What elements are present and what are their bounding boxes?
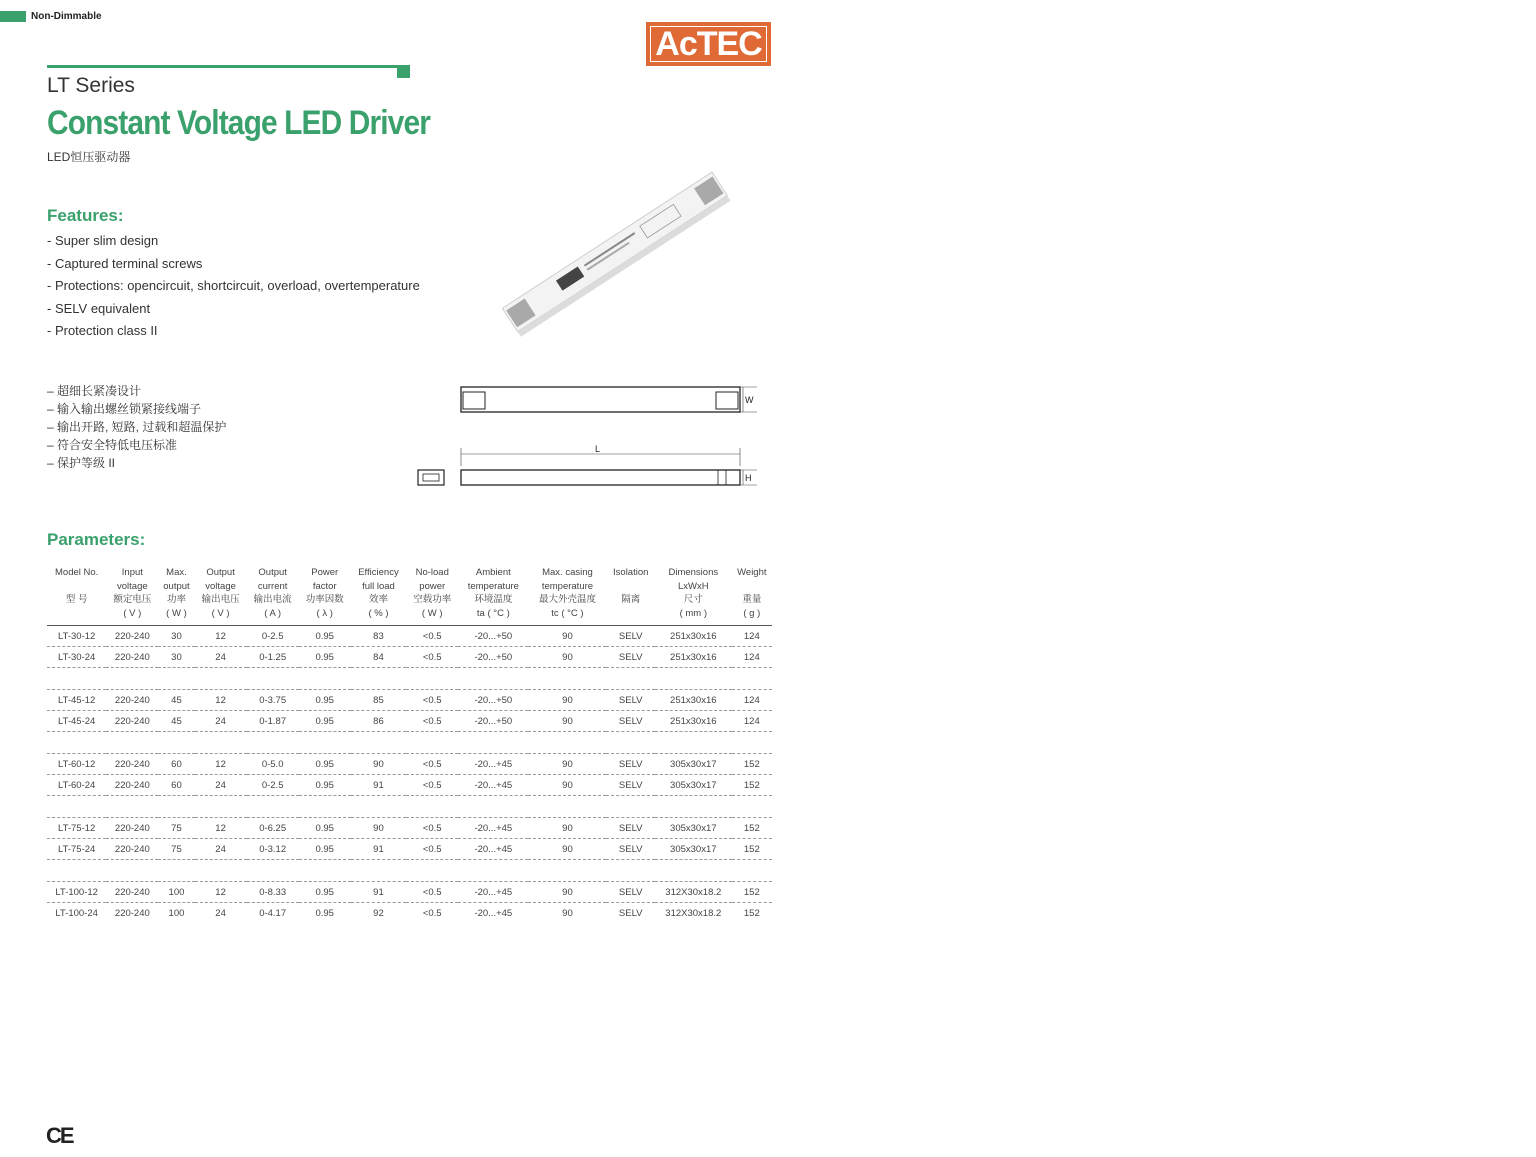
table-cell: <0.5 (422, 907, 442, 919)
table-cell: <0.5 (406, 711, 458, 732)
header-text: tc ( °C ) (551, 607, 584, 619)
table-cell: <0.5 (406, 882, 458, 903)
table-cell: 312X30x18.2 (665, 907, 722, 919)
column-header (458, 566, 528, 626)
table-cell: 124 (732, 626, 772, 647)
table-cell: 90 (528, 818, 606, 839)
table-cell: LT-75-12 (47, 818, 106, 839)
table-cell: SELV (606, 711, 654, 732)
page-subtitle-cn: LED恒压驱动器 (47, 150, 131, 164)
header-spacer (47, 580, 106, 594)
header-text: 空载功率 (413, 594, 452, 605)
table-cell: 24 (195, 839, 247, 860)
table-cell: 220-240 (106, 818, 158, 839)
table-cell: 90 (528, 647, 606, 668)
table-cell: 305x30x17 (655, 754, 732, 775)
category-color-bar (0, 11, 26, 22)
dimension-drawing (415, 380, 765, 495)
table-cell: 91 (351, 775, 406, 796)
table-body (47, 626, 772, 924)
table-cell: -20...+45 (458, 882, 528, 903)
table-cell: 0-5.0 (247, 754, 299, 775)
table-cell: 0-1.87 (247, 711, 299, 732)
feature-item: - Captured terminal screws (47, 255, 203, 271)
table-cell: 0.95 (299, 711, 351, 732)
table-cell: 152 (732, 839, 772, 860)
table-cell: -20...+50 (458, 690, 528, 711)
column-header (47, 566, 106, 626)
table-cell: 152 (732, 775, 772, 796)
column-header (732, 566, 772, 626)
features-list (47, 232, 420, 345)
table-cell: -20...+45 (474, 907, 513, 919)
header-text: ta ( °C ) (476, 607, 510, 619)
header-text: voltage (117, 580, 148, 592)
table-cell: SELV (606, 690, 654, 711)
header-text: 隔离 (621, 594, 641, 605)
table-cell: -20...+45 (458, 818, 528, 839)
header-text: Efficiency (358, 567, 399, 578)
header-text: temperature (467, 580, 519, 592)
parameters-table (47, 566, 772, 923)
table-cell: 12 (195, 754, 247, 775)
table-cell: 152 (732, 754, 772, 775)
table-cell: 86 (351, 711, 406, 732)
actec-logo (646, 22, 771, 66)
table-cell: 251x30x16 (655, 711, 732, 732)
table-cell: 85 (351, 690, 406, 711)
table-cell: 60 (158, 775, 194, 796)
spacer-cell (47, 860, 772, 882)
table-cell: 90 (528, 690, 606, 711)
table-row (47, 754, 772, 775)
feature-item-cn: – 输出开路, 短路, 过载和超温保护 (47, 420, 227, 434)
features-list-cn (47, 383, 226, 473)
ce-mark: CE (46, 1123, 73, 1148)
table-row (47, 903, 772, 924)
header-text: 功率因数 (305, 594, 344, 605)
table-cell: 0-8.33 (247, 882, 299, 903)
table-cell: 152 (732, 818, 772, 839)
spacer-cell (47, 796, 772, 818)
table-cell: LT-45-12 (47, 690, 106, 711)
table-cell: 251x30x16 (655, 690, 732, 711)
width-label: W (745, 395, 754, 405)
header-text: 功率 (166, 594, 186, 605)
table-cell: SELV (606, 754, 654, 775)
header-text: ( A ) (264, 607, 282, 619)
table-row (47, 882, 772, 903)
table-cell: LT-100-24 (55, 907, 98, 919)
title-rule-square (397, 65, 410, 78)
table-cell: 0.95 (315, 907, 334, 919)
table-cell: 0-3.12 (247, 839, 299, 860)
table-cell: 30 (158, 626, 194, 647)
table-cell: 90 (528, 626, 606, 647)
table-cell: 220-240 (106, 647, 158, 668)
table-cell: <0.5 (406, 754, 458, 775)
header-text: Output (258, 567, 287, 578)
header-text: No-load (415, 567, 449, 578)
header-text: Power (311, 567, 339, 578)
table-cell: 90 (351, 818, 406, 839)
table-cell: 220-240 (106, 690, 158, 711)
table-cell: 90 (528, 775, 606, 796)
table-cell: <0.5 (406, 775, 458, 796)
table-cell: 100 (158, 882, 194, 903)
table-cell: 0-4.17 (259, 907, 287, 919)
header-text: Dimensions (668, 567, 719, 578)
height-label: H (745, 473, 752, 483)
table-row (47, 775, 772, 796)
table-cell: LT-45-24 (47, 711, 106, 732)
feature-item-cn: – 超细长紧凑设计 (47, 384, 142, 398)
page-title: Constant Voltage LED Driver (47, 104, 431, 142)
table-cell: 0.95 (299, 818, 351, 839)
table-cell: 75 (158, 839, 194, 860)
table-cell: 152 (732, 882, 772, 903)
product-photo (490, 150, 750, 340)
table-cell: 90 (528, 882, 606, 903)
table-cell: 305x30x17 (655, 839, 732, 860)
header-text: 效率 (368, 594, 388, 605)
column-header (299, 566, 351, 626)
header-text: ( mm ) (679, 607, 708, 619)
table-cell: 0-2.5 (247, 775, 299, 796)
table-group-spacer (47, 860, 772, 882)
header-text: 最大外壳温度 (538, 594, 596, 605)
table-group-spacer (47, 796, 772, 818)
logo-text: AcTEC (650, 26, 767, 62)
table-cell: -20...+45 (458, 775, 528, 796)
feature-item-cn: – 输入输出螺丝锁紧接线端子 (47, 402, 202, 416)
header-text: Output (206, 567, 235, 578)
header-text: Isolation (613, 567, 649, 578)
table-cell: 305x30x17 (655, 775, 732, 796)
table-cell: -20...+50 (458, 626, 528, 647)
table-cell: <0.5 (406, 647, 458, 668)
header-text: 额定电压 (113, 594, 152, 605)
header-text: ( % ) (368, 607, 389, 619)
table-cell: SELV (606, 839, 654, 860)
header-text: 重量 (742, 594, 762, 605)
table-cell: 83 (351, 626, 406, 647)
category-label: Non-Dimmable (31, 11, 102, 22)
series-name: LT Series (47, 74, 135, 97)
table-cell: 24 (195, 711, 247, 732)
header-text: temperature (541, 580, 594, 592)
header-text: ( λ ) (316, 607, 333, 619)
column-header (655, 566, 732, 626)
header-spacer (47, 607, 106, 621)
feature-item: - Protections: opencircuit, shortcircuit, overload, overtemperature (47, 278, 420, 293)
header-text: Input (121, 567, 143, 578)
table-cell: -20...+50 (458, 647, 528, 668)
table-cell: 90 (528, 754, 606, 775)
feature-item-cn: – 符合安全特低电压标准 (47, 438, 178, 452)
column-header (406, 566, 458, 626)
column-header (106, 566, 158, 626)
column-header (351, 566, 406, 626)
table-cell: 251x30x16 (655, 647, 732, 668)
feature-item: - SELV equivalent (47, 300, 151, 316)
title-rule (47, 65, 397, 68)
feature-item: - Protection class II (47, 323, 158, 338)
table-cell: 220-240 (106, 839, 158, 860)
table-row (47, 818, 772, 839)
table-cell: 24 (195, 647, 247, 668)
table-row (47, 839, 772, 860)
header-text: 输出电流 (253, 594, 292, 605)
table-cell: 124 (732, 690, 772, 711)
table-cell: -20...+45 (458, 839, 528, 860)
header-text: ( W ) (421, 607, 443, 619)
header-text: current (257, 580, 288, 592)
header-text: ( W ) (166, 607, 187, 619)
table-cell: 30 (158, 647, 194, 668)
table-cell: 84 (351, 647, 406, 668)
table-cell: 12 (195, 882, 247, 903)
table-row (47, 626, 772, 647)
feature-item: - Super slim design (47, 233, 159, 248)
table-cell: 152 (743, 907, 760, 919)
table-cell: 124 (732, 647, 772, 668)
table-cell: 90 (562, 907, 573, 919)
table-cell: 124 (732, 711, 772, 732)
table-cell: 24 (215, 907, 226, 919)
table-cell: 0.95 (299, 626, 351, 647)
table-cell: 91 (351, 839, 406, 860)
header-spacer (732, 580, 772, 594)
table-header-row (47, 566, 772, 626)
table-cell: -20...+50 (458, 711, 528, 732)
table-cell: 0-2.5 (247, 626, 299, 647)
header-text: LxWxH (677, 580, 709, 592)
table-cell: 312X30x18.2 (655, 882, 732, 903)
header-text: 尺寸 (683, 594, 703, 605)
header-text: voltage (205, 580, 236, 592)
table-cell: 45 (158, 711, 194, 732)
header-text: ( V ) (211, 607, 230, 619)
length-label: L (595, 444, 601, 454)
table-cell: <0.5 (406, 690, 458, 711)
table-row (47, 647, 772, 668)
table-group-spacer (47, 668, 772, 690)
feature-item-cn: – 保护等级 II (47, 456, 116, 470)
table-cell: 0-3.75 (247, 690, 299, 711)
column-header (606, 566, 654, 626)
header-text: ( V ) (123, 607, 142, 619)
table-cell: SELV (618, 907, 643, 919)
table-cell: <0.5 (406, 626, 458, 647)
table-cell: 220-240 (114, 907, 150, 919)
table-cell: 0.95 (299, 647, 351, 668)
header-text: Max. casing (542, 567, 593, 578)
header-text: Weight (737, 567, 767, 578)
table-cell: 91 (351, 882, 406, 903)
table-cell: 12 (195, 690, 247, 711)
table-cell: 0-6.25 (247, 818, 299, 839)
table-cell: LT-30-24 (47, 647, 106, 668)
table-cell: 75 (158, 818, 194, 839)
header-text: factor (312, 580, 337, 592)
table-cell: 0.95 (299, 754, 351, 775)
table-cell: SELV (606, 626, 654, 647)
column-header (158, 566, 194, 626)
features-heading: Features: (47, 206, 124, 225)
table-cell: 0.95 (299, 690, 351, 711)
table-cell: SELV (606, 647, 654, 668)
table-cell: SELV (606, 818, 654, 839)
table-cell: 12 (195, 818, 247, 839)
table-cell: 92 (373, 907, 384, 919)
header-text: 型 号 (65, 594, 88, 605)
header-spacer (606, 580, 654, 594)
table-cell: LT-30-12 (47, 626, 106, 647)
table-cell: 305x30x17 (655, 818, 732, 839)
table-cell: <0.5 (406, 818, 458, 839)
table-cell: 90 (351, 754, 406, 775)
table-cell: SELV (606, 882, 654, 903)
table-cell: -20...+45 (458, 754, 528, 775)
parameters-heading: Parameters: (47, 530, 146, 549)
header-text: Model No. (55, 567, 99, 578)
table-cell: 60 (158, 754, 194, 775)
table-cell: 90 (528, 711, 606, 732)
table-group-spacer (47, 732, 772, 754)
column-header (528, 566, 606, 626)
table-cell: 100 (168, 907, 185, 919)
header-text: ( g ) (743, 607, 761, 619)
header-spacer (606, 607, 654, 621)
table-cell: 0.95 (299, 775, 351, 796)
table-cell: 45 (158, 690, 194, 711)
table-cell: 12 (195, 626, 247, 647)
header-text: power (419, 580, 446, 592)
header-text: 环境温度 (474, 594, 513, 605)
table-cell: 220-240 (106, 775, 158, 796)
table-cell: LT-60-24 (47, 775, 106, 796)
table-row (47, 690, 772, 711)
header-text: full load (362, 580, 395, 592)
table-cell: SELV (606, 775, 654, 796)
table-cell: 0.95 (299, 882, 351, 903)
table-cell: LT-75-24 (47, 839, 106, 860)
spacer-cell (47, 732, 772, 754)
table-cell: 220-240 (106, 711, 158, 732)
header-text: 输出电压 (201, 594, 240, 605)
column-header (247, 566, 299, 626)
table-cell: LT-60-12 (47, 754, 106, 775)
header-text: Ambient (475, 567, 511, 578)
table-cell: <0.5 (406, 839, 458, 860)
spacer-cell (47, 668, 772, 690)
table-cell: 90 (528, 839, 606, 860)
table-cell: 220-240 (106, 754, 158, 775)
table-row (47, 711, 772, 732)
table-cell: 220-240 (106, 882, 158, 903)
table-cell: 24 (195, 775, 247, 796)
table-cell: LT-100-12 (47, 882, 106, 903)
table-cell: 251x30x16 (655, 626, 732, 647)
column-header (195, 566, 247, 626)
header-text: Max. (166, 567, 187, 578)
header-text: output (163, 580, 190, 592)
table-cell: 0-1.25 (247, 647, 299, 668)
table-cell: 0.95 (299, 839, 351, 860)
table-cell: 220-240 (106, 626, 158, 647)
